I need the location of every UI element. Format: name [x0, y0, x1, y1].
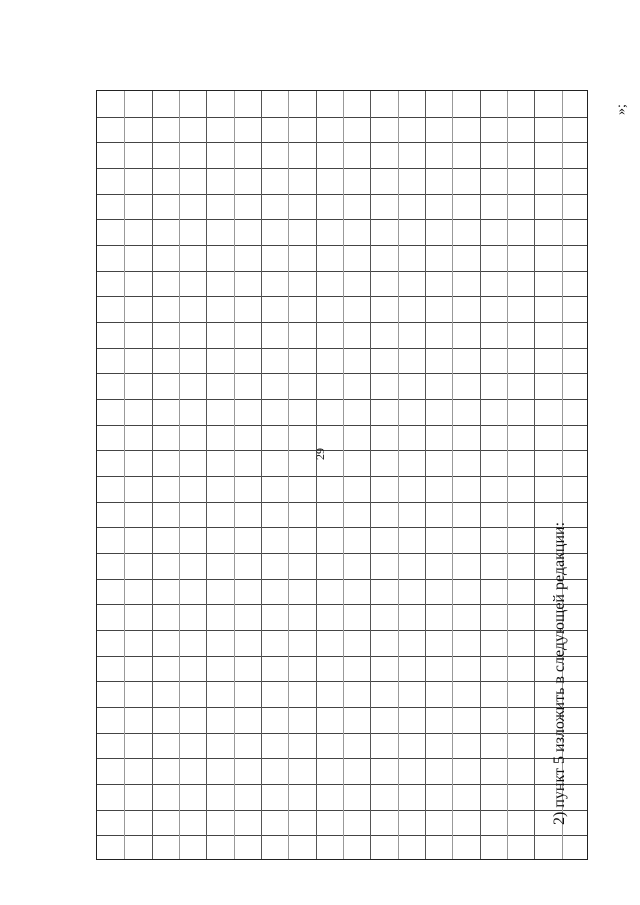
table-row-line	[97, 348, 587, 349]
table-row-line	[97, 656, 587, 657]
table-row-line	[97, 399, 587, 400]
table-row-line	[97, 707, 587, 708]
table-column-line	[452, 91, 453, 859]
table-row-line	[97, 835, 587, 836]
table-column-line	[398, 91, 399, 859]
table-column-line	[343, 91, 344, 859]
closing-mark: »;	[614, 104, 629, 115]
table-row-line	[97, 271, 587, 272]
table-row-line	[97, 810, 587, 811]
table-column-line	[534, 91, 535, 859]
table-column-line	[124, 91, 125, 859]
page-number: 29	[313, 448, 327, 460]
table-row-line	[97, 527, 587, 528]
table-column-line	[480, 91, 481, 859]
table-row-line	[97, 630, 587, 631]
table-row-line	[97, 194, 587, 195]
budget-table	[96, 90, 588, 860]
table-row-line	[97, 168, 587, 169]
table-row-line	[97, 450, 587, 451]
table-column-line	[288, 91, 289, 859]
amendment-text: 2) пункт 5 изложить в следующей редакции:	[551, 521, 568, 825]
table-row-line	[97, 219, 587, 220]
table-row-line	[97, 425, 587, 426]
table-column-line	[206, 91, 207, 859]
table-column-line	[316, 91, 317, 859]
table-row-line	[97, 245, 587, 246]
table-column-line	[261, 91, 262, 859]
table-column-line	[152, 91, 153, 859]
table-column-line	[234, 91, 235, 859]
table-row-line	[97, 502, 587, 503]
table-row-line	[97, 476, 587, 477]
table-row-line	[97, 758, 587, 759]
table-column-line	[425, 91, 426, 859]
table-row-line	[97, 373, 587, 374]
table-row-line	[97, 296, 587, 297]
table-column-line	[179, 91, 180, 859]
table-row-line	[97, 553, 587, 554]
table-column-line	[507, 91, 508, 859]
table-column-line	[370, 91, 371, 859]
table-row-line	[97, 733, 587, 734]
table-row-line	[97, 117, 587, 118]
table-row-line	[97, 579, 587, 580]
table-row-line	[97, 604, 587, 605]
table-row-line	[97, 681, 587, 682]
table-row-line	[97, 322, 587, 323]
table-row-line	[97, 784, 587, 785]
table-row-line	[97, 142, 587, 143]
